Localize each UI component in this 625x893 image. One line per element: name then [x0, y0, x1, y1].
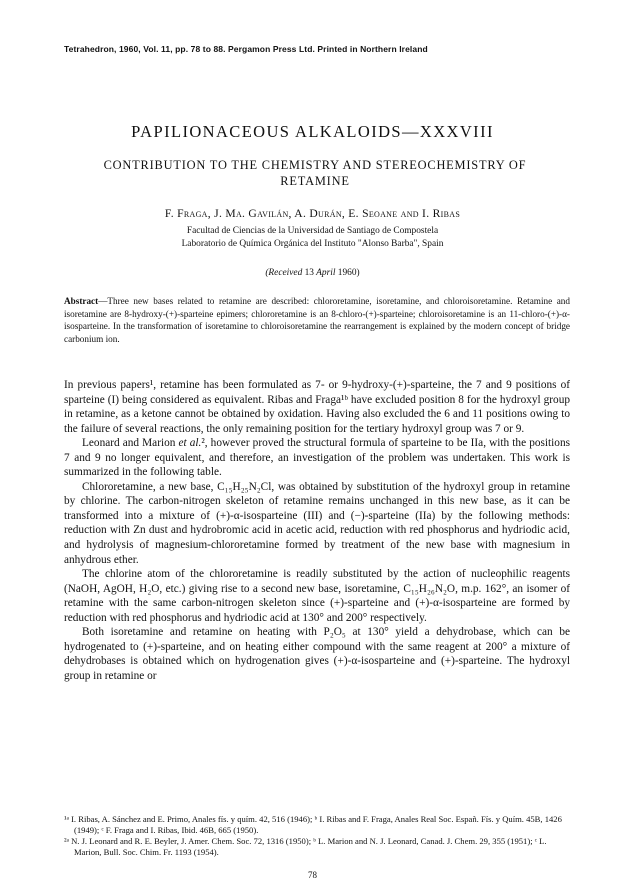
affiliation-line-2: Laboratorio de Química Orgánica del Instituto "Alonso Barba", Spain — [181, 238, 444, 249]
abstract-text: —Three new bases related to retamine are described: chlororetamine, isoretamine, and chloroisoretamine. Retamine and isoretamine are 8-hydroxy-(+)-sparteine epimers; chlororetamine is an 8-chloro-(+)-sparteine; chloroisoretamine is an 11-chloro-(+)-α-isosparteine. In the transformation of isoretamine to chloroisoretamine the rearrangement is explained by the modern concept of bridge carbonium ion. — [64, 296, 570, 344]
received-month: April — [316, 268, 336, 278]
body-paragraph-5: Both isoretamine and retamine on heating with P₂O₅ at 130° yield a dehydrobase, which can be hydrogenated to (+)-sparteine, and on heating either compound with the same reagent at 200° a mixture of dehydrobases is obtained which on hydrogenation gives (+)-α-isosparteine and (+)-sparteine. The hydroxyl group in retamine or — [64, 626, 570, 682]
body-paragraph-3: Chlororetamine, a new base, C₁₅H₂₅N₂Cl, was obtained by substitution of the hydroxyl group in retamine by chlorine. The carbon-nitrogen skeleton of retamine remains unchanged in this new base, as it can be transformed into a mixture of (+)-α-isosparteine (III) and (−)-sparteine (IIa) by the following methods: reduction with Zn dust and hydrobromic acid in acetic acid, reduction with red phosphorus and hydriodic acid, and hydrolysis of magnesium-chlororetamine formed by treatment of the new base with magnesium in anhydrous ether. — [64, 480, 570, 566]
affiliation-line-1: Facultad de Ciencias de la Universidad de Santiago de Compostela — [186, 226, 439, 236]
page-number: 78 — [308, 870, 317, 880]
journal-citation-line: Tetrahedron, 1960, Vol. 11, pp. 78 to 88. Pergamon Press Ltd. Printed in Northern Ireland — [64, 44, 428, 54]
footnote-1: ¹ᵃ I. Ribas, A. Sánchez and E. Primo, Anales fís. y quím. 42, 516 (1946); ᵇ I. Ribas and F. Fraga, Anales Real Soc. Españ. Fís. y Quím. 45B, 1426 (1949); ᶜ F. Fraga and I. Ribas, Ibid. 46B, 665 (1950). — [64, 814, 562, 835]
body-paragraph-2 — [64, 436, 570, 480]
body-paragraph-4: The chlorine atom of the chlororetamine is readily substituted by the action of nucleophilic reagents (NaOH, AgOH, H₂O, etc.) giving rise to a second new base, isoretamine, C₁₅H₂₆N₂O, m.p. 162°, an isomer of retamine with the same carbon-nitrogen skeleton since (+)-sparteine and (+)-α-isosparteine are formed by reduction with red phosphorus and hydriodic acid at 130° and 200° respectively. — [64, 568, 570, 624]
abstract-block — [64, 295, 570, 345]
abstract-label: Abstract — [64, 296, 99, 306]
received-date — [0, 268, 625, 278]
author-list: F. Fraga, J. Ma. Gavilán, A. Durán, E. Seoane and I. Ribas — [164, 207, 461, 220]
et-al-text: et al. — [178, 437, 202, 450]
affiliation-block — [0, 225, 625, 250]
body-paragraph-2-start: Leonard and Marion — [82, 437, 179, 450]
received-day: 13 — [304, 268, 314, 278]
received-label: (Received — [265, 268, 303, 278]
article-title: PAPILIONACEOUS ALKALOIDS—XXXVIII — [131, 122, 494, 141]
footnotes-block — [64, 814, 570, 858]
article-body — [64, 378, 570, 683]
footnote-2: ²ᵃ N. J. Leonard and R. E. Beyler, J. Amer. Chem. Soc. 72, 1316 (1950); ᵇ L. Marion and N. J. Leonard, Canad. J. Chem. 29, 355 (1951); ᶜ L. Marion, Bull. Soc. Chim. Fr. 1193 (1954). — [64, 836, 547, 857]
body-paragraph-2-rest: ², however proved the structural formula of sparteine to be IIa, with the positions 7 and 9 no longer equivalent, and therefore, an investigation of the problem was undertaken. This work is summarized in the following table. — [64, 437, 570, 479]
body-paragraph-1: In previous papers¹, retamine has been formulated as 7- or 9-hydroxy-(+)-sparteine, the 7 and 9 positions of sparteine (I) being considered as equivalent. Ribas and Fraga¹ᵇ have excluded position 8 for the hydroxyl group in retamine, as a ketone cannot be obtained by oxidation. Having also excluded the 6 and 11 positions owing to the failure of several reactions, the only remaining position for the tertiary hydroxyl group was 7 or 9. — [64, 379, 570, 435]
article-subtitle: CONTRIBUTION TO THE CHEMISTRY AND STEREOCHEMISTRY OF RETAMINE — [103, 158, 527, 188]
received-year: 1960) — [337, 268, 360, 278]
